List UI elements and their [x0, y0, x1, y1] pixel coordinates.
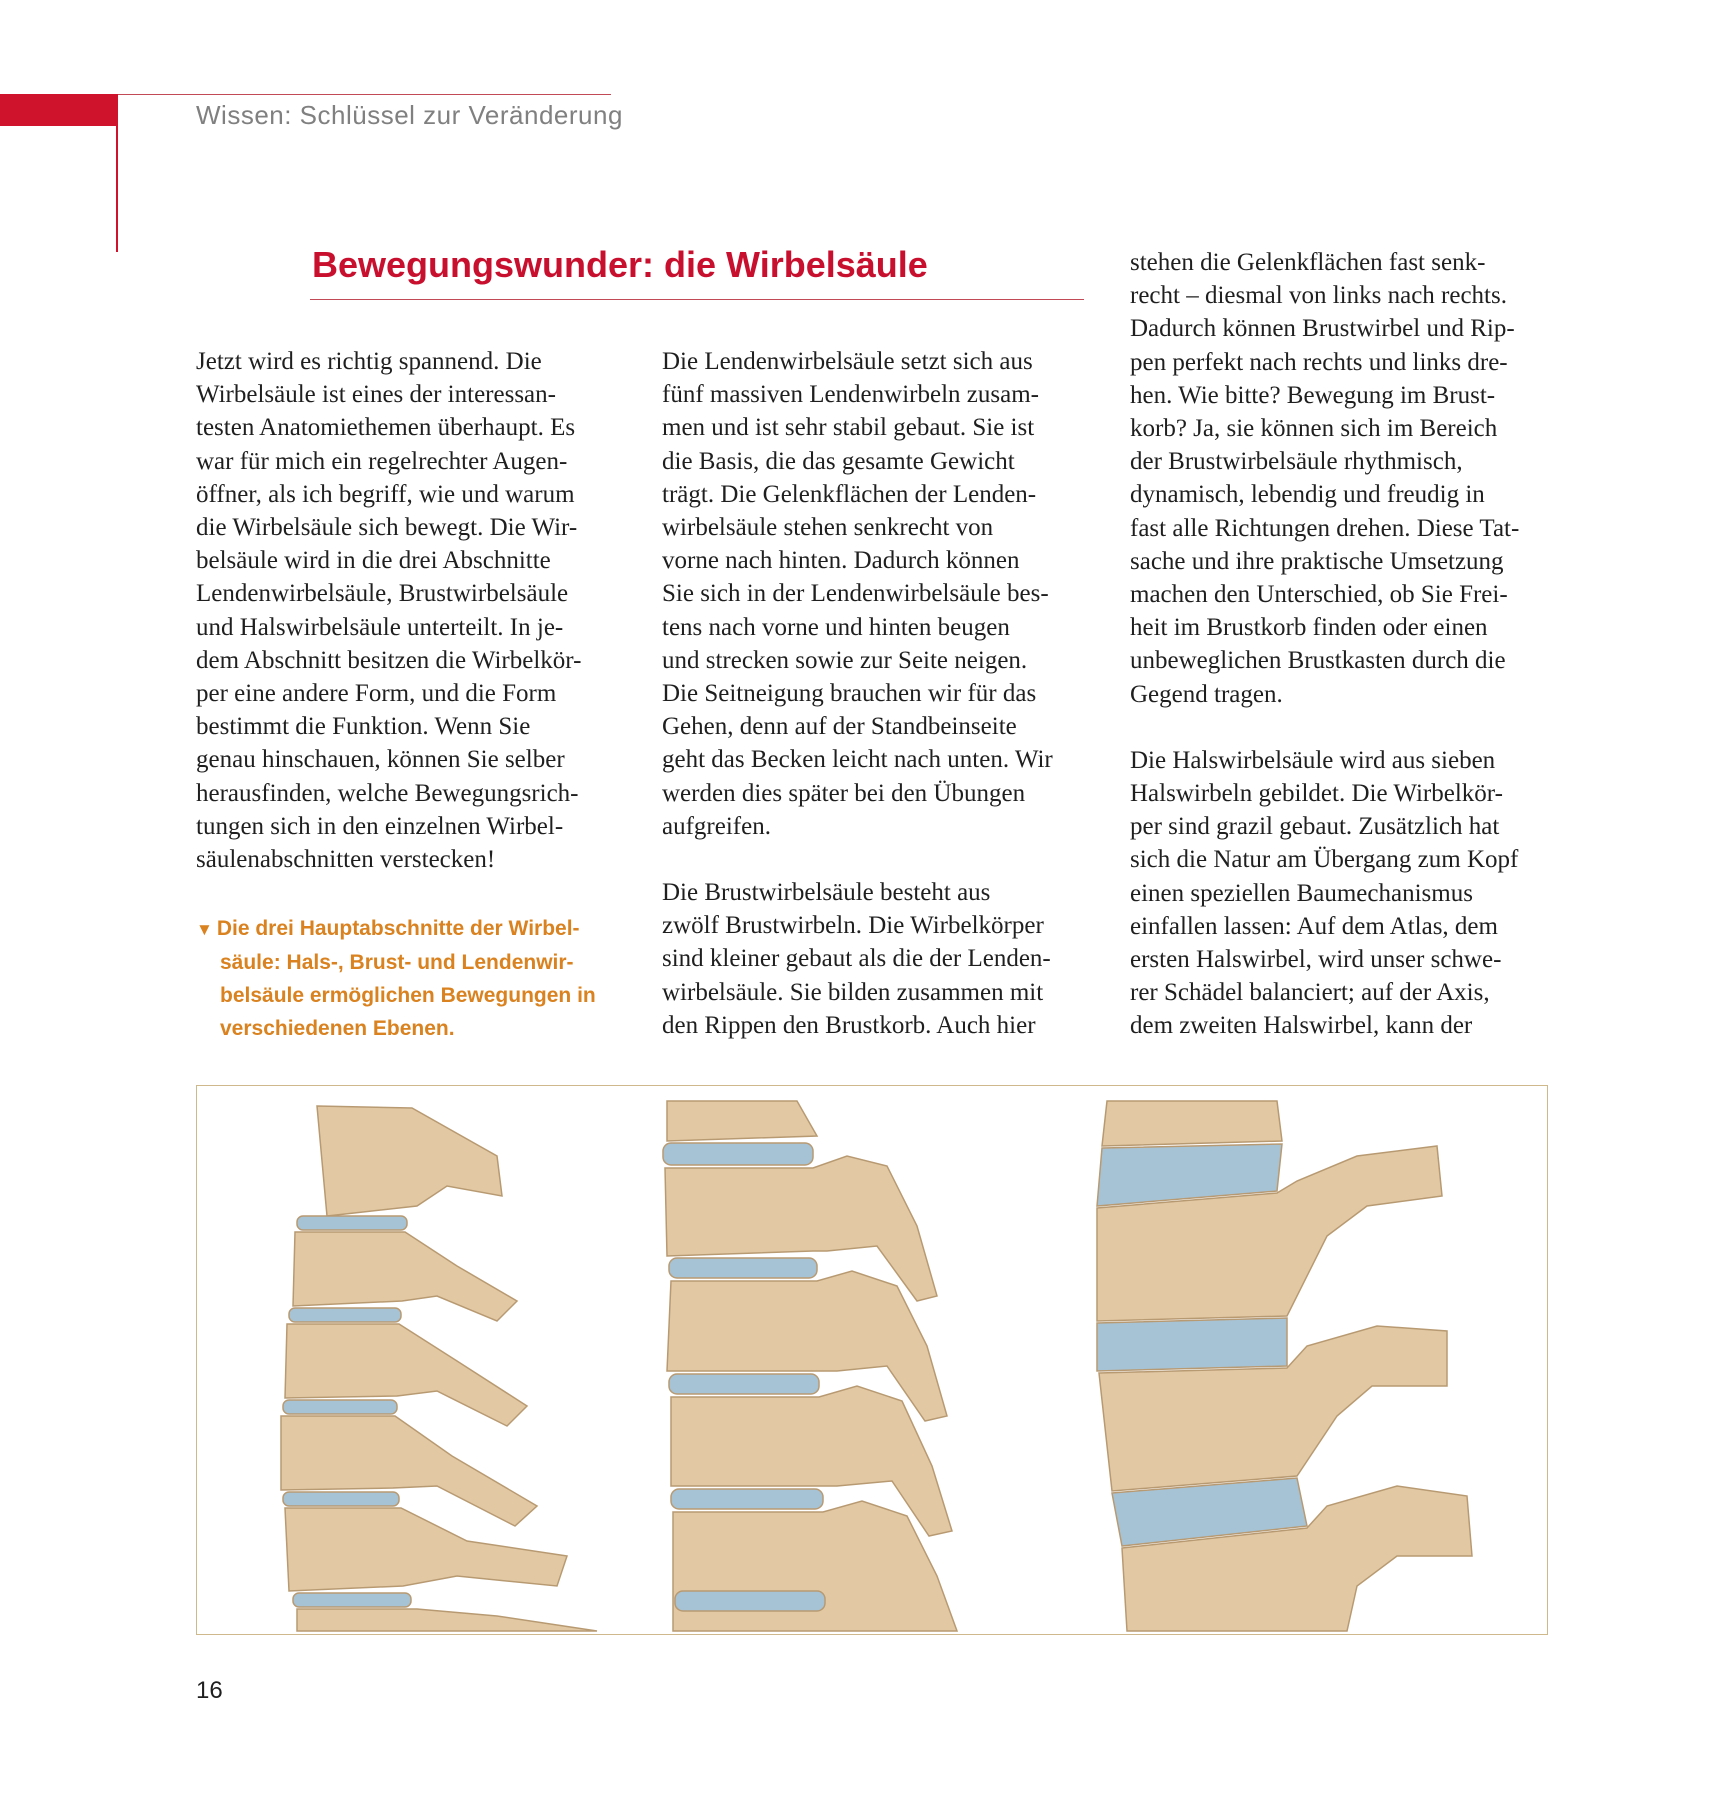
text-line: dem Abschnitt besitzen die Wirbelkör-: [196, 646, 582, 674]
text-line: Die Brustwirbelsäule besteht aus: [662, 879, 991, 907]
text-line: aufgreifen.: [662, 812, 771, 840]
spine-figure: [196, 1085, 1548, 1635]
paragraph-gap: [1130, 711, 1560, 744]
text-line: war für mich ein regelrechter Augen-: [196, 447, 568, 475]
text-line: werden dies später bei den Übungen: [662, 779, 1026, 807]
running-head: Wissen: Schlüssel zur Veränderung: [196, 100, 623, 130]
text-line: per sind grazil gebaut. Zusätzlich hat: [1130, 813, 1500, 841]
text-line: testen Anatomiethemen überhaupt. Es: [196, 414, 576, 442]
lumbar-spine-illustration: [1097, 1101, 1472, 1631]
text-line: wirbelsäule. Sie bilden zusammen mit: [662, 978, 1044, 1006]
section-title-rule: [310, 299, 1084, 300]
text-line: herausfinden, welche Bewegungsrich-: [196, 779, 579, 807]
text-line: korb? Ja, sie können sich im Bereich: [1130, 415, 1498, 443]
text-line: geht das Becken leicht nach unten. Wir: [662, 746, 1053, 774]
text-line: die Basis, die das gesamte Gewicht: [662, 447, 1015, 475]
text-line: bestimmt die Funktion. Wenn Sie: [196, 713, 531, 741]
text-line: per eine andere Form, und die Form: [196, 680, 557, 708]
text-line: heit im Brustkorb finden oder einen: [1130, 614, 1488, 642]
text-column-2: [662, 345, 1092, 1042]
text-line: fast alle Richtungen drehen. Diese Tat-: [1130, 514, 1520, 542]
text-line: dynamisch, lebendig und freudig in: [1130, 481, 1485, 509]
text-line: dem zweiten Halswirbel, kann der: [1130, 1012, 1473, 1040]
text-line: machen den Unterschied, ob Sie Frei-: [1130, 581, 1508, 609]
text-line: und Halswirbelsäule unterteilt. In je-: [196, 613, 564, 641]
text-column-3: [1130, 246, 1560, 1043]
text-line: säulenabschnitten verstecken!: [196, 846, 496, 874]
text-line: tungen sich in den einzelnen Wirbel-: [196, 812, 564, 840]
text-line: belsäule wird in die drei Abschnitte: [196, 547, 551, 575]
text-line: und strecken sowie zur Seite neigen.: [662, 646, 1028, 674]
text-line: die Wirbelsäule sich bewegt. Die Wir-: [196, 514, 578, 542]
text-line: genau hinschauen, können Sie selber: [196, 746, 565, 774]
text-line: Gehen, denn auf der Standbeinseite: [662, 713, 1017, 741]
text-line: Jetzt wird es richtig spannend. Die: [196, 348, 542, 375]
text-line: Gegend tragen.: [1130, 680, 1283, 708]
cervical-spine-illustration: [281, 1106, 597, 1631]
text-line: Die Seitneigung brauchen wir für das: [662, 680, 1037, 708]
page-number: 16: [196, 1677, 223, 1704]
section-title: Bewegungswunder: die Wirbelsäule: [312, 244, 928, 285]
text-line: unbeweglichen Brustkasten durch die: [1130, 647, 1506, 675]
header-vertical-rule: [116, 94, 118, 252]
text-line: wirbelsäule stehen senkrecht von: [662, 514, 994, 542]
triangle-down-icon: ▼: [196, 920, 213, 939]
text-line: fünf massiven Lendenwirbeln zusam-: [662, 381, 1039, 409]
text-line: den Rippen den Brustkorb. Auch hier: [662, 1011, 1036, 1039]
text-line: öffner, als ich begriff, wie und warum: [196, 480, 575, 508]
text-line: Wirbelsäule ist eines der interessan-: [196, 381, 556, 409]
caption-line: verschiedenen Ebenen.: [220, 1017, 455, 1040]
paragraph-gap: [662, 843, 1092, 876]
caption-line: säule: Hals-, Brust- und Lendenwir-: [220, 951, 574, 974]
text-line: Sie sich in der Lendenwirbelsäule bes-: [662, 580, 1049, 608]
text-line: Die Lendenwirbelsäule setzt sich aus: [662, 348, 1033, 375]
caption-line: Die drei Hauptabschnitte der Wirbel-: [216, 917, 580, 940]
text-line: hen. Wie bitte? Bewegung im Brust-: [1130, 381, 1496, 409]
text-line: einfallen lassen: Auf dem Atlas, dem: [1130, 912, 1498, 940]
header-accent-bar: [0, 94, 118, 126]
header-rule: [118, 94, 611, 95]
spine-illustrations: [197, 1086, 1547, 1634]
text-line: zwölf Brustwirbeln. Die Wirbelkörper: [662, 912, 1044, 940]
text-line: sache und ihre praktische Umsetzung: [1130, 547, 1504, 575]
text-line: ersten Halswirbel, wird unser schwe-: [1130, 946, 1502, 974]
text-line: Lendenwirbelsäule, Brustwirbelsäule: [196, 580, 569, 608]
thoracic-spine-illustration: [663, 1101, 957, 1631]
text-line: stehen die Gelenkflächen fast senk-: [1130, 249, 1486, 276]
text-line: sich die Natur am Übergang zum Kopf: [1130, 846, 1519, 874]
text-line: vorne nach hinten. Dadurch können: [662, 547, 1020, 575]
text-line: rer Schädel balanciert; auf der Axis,: [1130, 979, 1490, 1007]
text-column-1: [196, 345, 626, 876]
text-line: trägt. Die Gelenkflächen der Lenden-: [662, 480, 1037, 508]
text-line: Die Halswirbelsäule wird aus sieben: [1130, 746, 1496, 774]
text-line: einen speziellen Baumechanismus: [1130, 879, 1473, 907]
text-line: men und ist sehr stabil gebaut. Sie ist: [662, 414, 1035, 442]
figure-caption: [196, 912, 636, 1045]
text-line: Dadurch können Brustwirbel und Rip-: [1130, 315, 1515, 343]
text-line: pen perfekt nach rechts und links dre-: [1130, 348, 1508, 376]
text-line: der Brustwirbelsäule rhythmisch,: [1130, 448, 1463, 476]
text-line: Halswirbeln gebildet. Die Wirbelkör-: [1130, 780, 1503, 808]
text-line: tens nach vorne und hinten beugen: [662, 613, 1010, 641]
caption-line: belsäule ermöglichen Bewegungen in: [220, 984, 596, 1007]
text-line: sind kleiner gebaut als die der Lenden-: [662, 945, 1051, 973]
text-line: recht – diesmal von links nach rechts.: [1130, 282, 1507, 310]
